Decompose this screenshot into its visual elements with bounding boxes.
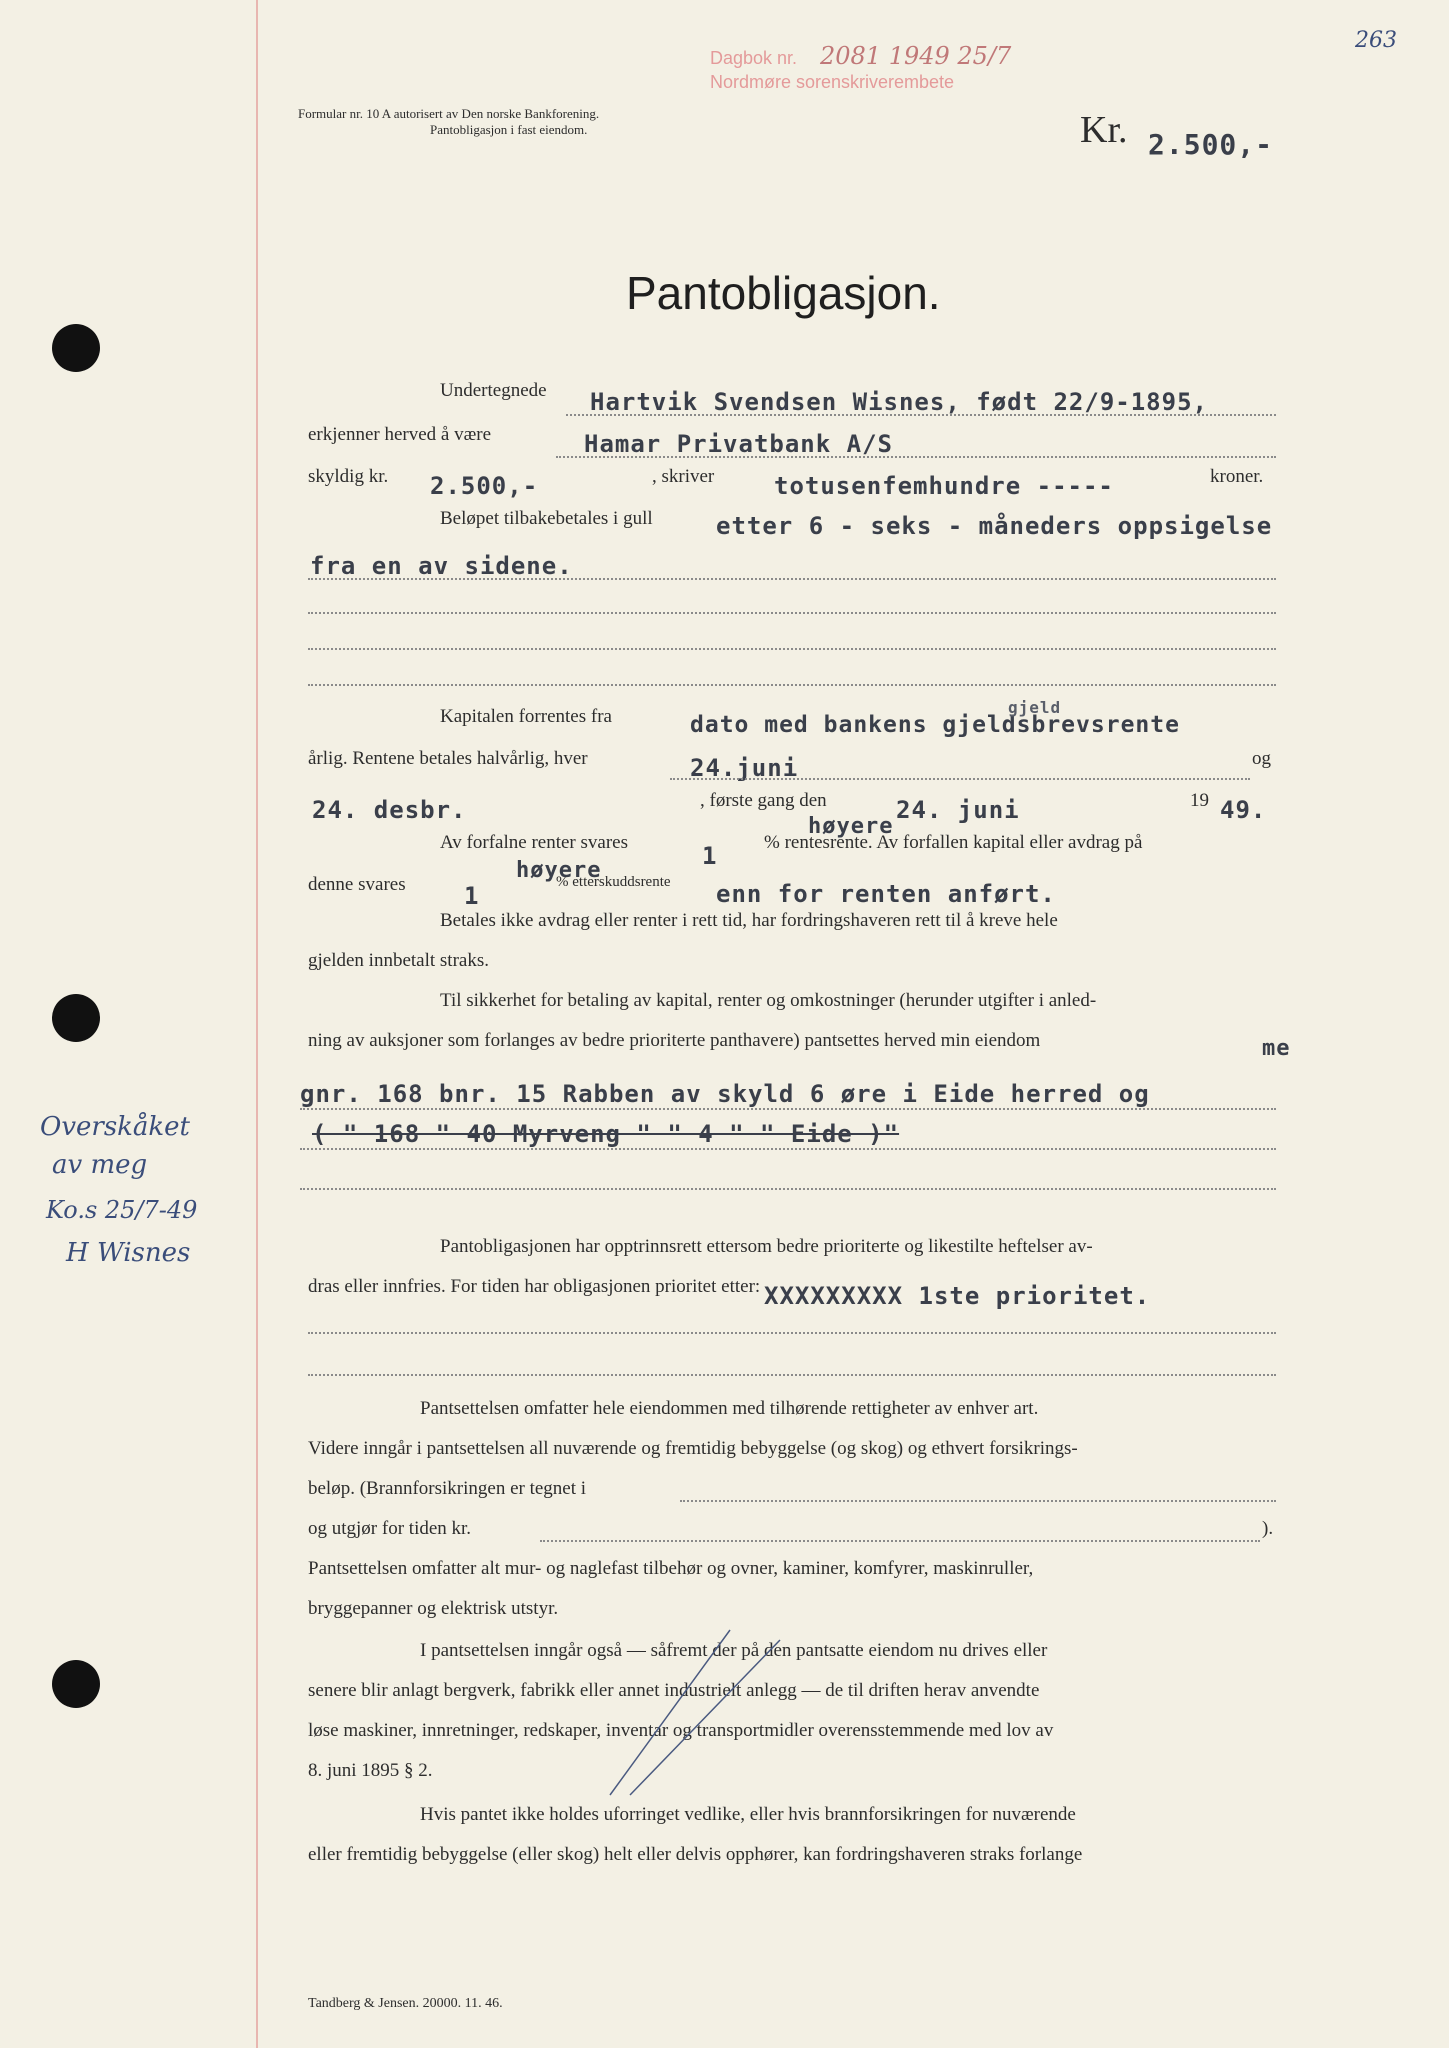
hoyere-2: høyere [516,858,602,883]
year-prefix: 19 [1190,790,1209,811]
rentesrente-label: % rentesrente. Av forfallen kapital eller avdrag på [764,832,1143,853]
kapitalen-label: Kapitalen forrentes fra [440,706,612,727]
aarlig-label: årlig. Rentene betales halvårlig, hver [308,748,588,769]
fill-line [308,612,1276,614]
hoyere-1: høyere [808,814,894,839]
stamp-office: Nordmøre sorenskriverembete [710,72,955,92]
property-line-2: ( " 168 " 40 Myrveng " " 4 " " Eide )" [312,1120,900,1148]
etterskudd-value: enn for renten anført. [716,880,1056,908]
paragraph-lov: 8. juni 1895 § 2. [308,1760,433,1781]
paragraph-betales: Betales ikke avdrag eller renter i rett tid, har fordringshaveren rett til å kreve hele [440,910,1058,931]
fill-line [670,778,1250,780]
binder-hole [52,994,100,1042]
fill-line [308,578,1276,580]
margin-note-3: Ko.s 25/7-49 [46,1196,198,1224]
paragraph-utgjor-end: ). [1262,1518,1274,1539]
paragraph-omfatter: Pantsettelsen omfatter hele eiendommen med tilhørende rettigheter av enhver art. [420,1398,1039,1419]
og-label: og [1252,748,1271,769]
paragraph-videre: Videre inngår i pantsettelsen all nuværende og fremtidig bebyggelse (og skog) og ethvert forsikrings- [308,1438,1078,1459]
etterskudd-label: % etterskuddsrente [556,874,671,890]
fill-line [300,1188,1276,1190]
paragraph-dras: dras eller innfries. For tiden har obligasjonen prioritet etter: [308,1276,761,1297]
paragraph-ning: ning av auksjoner som forlanges av bedre prioriterte panthavere) pantsettes herved min eiendom [308,1030,1041,1051]
paragraph-betales-2: gjelden innbetalt straks. [308,950,489,971]
undertegnede-label: Undertegnede [440,380,547,401]
pen-diagonal-strokes [600,1620,860,1800]
paragraph-mur: Pantsettelsen omfatter alt mur- og naglefast tilbehør og ovner, kaminer, komfyrer, maskinruller, [308,1558,1034,1579]
paragraph-inngar: I pantsettelsen inngår også — såfremt der på den pantsatte eiendom nu drives eller [420,1640,1048,1661]
kapitalen-value: dato med bankens gjeldsbrevsrente [690,712,1180,738]
fill-line [300,1148,1276,1150]
paragraph-eller: eller fremtidig bebyggelse (eller skog) helt eller delvis opphører, kan fordringshaveren straks forlange [308,1844,1083,1865]
fill-line [308,1332,1276,1334]
undertegnede-value: Hartvik Svendsen Wisnes, født 22/9-1895, [590,388,1208,416]
denne-rate: 1 [464,882,480,910]
av-forfalne-label: Av forfalne renter svares [440,832,628,853]
paragraph-brygge: bryggepanner og elektrisk utstyr. [308,1598,559,1619]
forste-label: , første gang den [700,790,827,811]
paragraph-belop: beløp. (Brannforsikringen er tegnet i [308,1478,587,1499]
fill-line [308,684,1276,686]
margin-note-1: Overskåket [40,1112,191,1142]
page-margin-line [256,0,258,2048]
denne-label: denne svares [308,874,406,895]
stamp-dagbok: Dagbok nr. [710,48,798,68]
belopet-label: Beløpet tilbakebetales i gull [440,508,653,529]
binder-hole [52,1660,100,1708]
paragraph-senere: senere blir anlagt bergverk, fabrikk eller annet industrielt anlegg — de til driften herav anvendte [308,1680,1040,1701]
belopet-value-2: fra en av sidene. [310,552,573,580]
skyldig-value: 2.500,- [430,472,539,500]
rente-rate: 1 [702,842,718,870]
fill-line [556,456,1276,458]
desbr-value: 24. desbr. [312,796,467,824]
printer-imprint: Tandberg & Jensen. 20000. 11. 46. [308,1996,503,2011]
skriver-label: , skriver [652,466,715,487]
aarlig-value: 24.juni [690,754,799,782]
fill-line [680,1500,1276,1502]
paragraph-lose: løse maskiner, innretninger, redskaper, inventar og transportmidler overensstemmende med lov av [308,1720,1054,1741]
property-line-1: gnr. 168 bnr. 15 Rabben av skyld 6 øre i Eide herred og [300,1080,1150,1108]
fill-line [566,414,1276,416]
erkjenner-value: Hamar Privatbank A/S [584,430,893,458]
amount-value: 2.500,- [1148,128,1274,161]
fill-line [300,1108,1276,1110]
binder-hole [52,324,100,372]
forste-value: 24. juni [896,796,1020,824]
amount-label: Kr. [1080,109,1128,151]
paragraph-opptrinnsrett: Pantobligasjonen har opptrinnsrett ettersom bedre prioriterte og likestilte heftelser av- [440,1236,1093,1257]
margin-note-4: H Wisnes [66,1238,191,1268]
skyldig-label: skyldig kr. [308,466,389,487]
year-value: 49. [1220,796,1267,824]
ning-handwritten: me [1262,1036,1291,1061]
skriver-value: totusenfemhundre ----- [774,472,1114,500]
fill-line [308,648,1276,650]
prioritet-value: XXXXXXXXX 1ste prioritet. [764,1282,1151,1310]
erkjenner-label: erkjenner herved å være [308,424,492,445]
document-title: Pantobligasjon. [626,267,941,319]
page-number: 263 [1355,28,1397,53]
form-note-line1: Formular nr. 10 A autorisert av Den norske Bankforening. [298,106,600,121]
fill-line [308,1374,1276,1376]
stamp-handwritten: 2081 1949 25/7 [820,42,1012,70]
form-note-line2: Pantobligasjon i fast eiendom. [430,122,588,137]
kroner-label: kroner. [1210,466,1264,487]
paragraph-utgjor: og utgjør for tiden kr. [308,1518,472,1539]
fill-line [540,1540,1260,1542]
paragraph-sikkerhet: Til sikkerhet for betaling av kapital, renter og omkostninger (herunder utgifter i anled- [440,990,1097,1011]
margin-note-2: av meg [52,1150,148,1180]
paragraph-hvis: Hvis pantet ikke holdes uforringet vedlike, eller hvis brannforsikringen for nuværende [420,1804,1076,1825]
belopet-value: etter 6 - seks - måneders oppsigelse [716,512,1273,540]
kapitalen-overtype: gjeld [1008,698,1062,717]
